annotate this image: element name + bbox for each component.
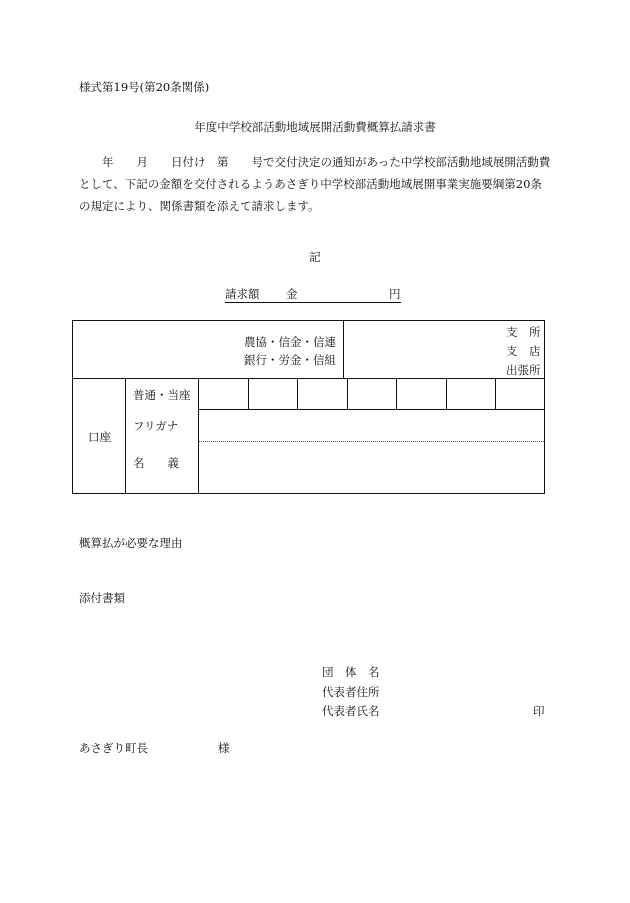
ki-heading: 記 bbox=[309, 250, 321, 264]
representative-address-label: 代表者住所 bbox=[322, 685, 380, 699]
organization-name-label: 団 体 名 bbox=[322, 665, 380, 679]
amount-kin: 金 bbox=[286, 287, 298, 301]
account-digit-divider bbox=[446, 378, 447, 409]
table-col-divider bbox=[198, 378, 199, 493]
amount-underline bbox=[225, 302, 401, 303]
branch-type-3: 出張所 bbox=[506, 363, 541, 377]
branch-type-1: 支 所 bbox=[506, 325, 541, 339]
table-row-divider bbox=[198, 409, 544, 410]
table-row-divider bbox=[73, 378, 544, 379]
account-type: 普通・当座 bbox=[133, 388, 191, 402]
account-digit-divider bbox=[297, 378, 298, 409]
account-holder-label: 名 義 bbox=[133, 456, 179, 470]
document-title: 年度中学校部活動地域展開活動費概算払請求書 bbox=[194, 120, 436, 134]
addressee-honorific: 様 bbox=[218, 741, 230, 755]
seal-mark: 印 bbox=[533, 704, 545, 718]
attachments-label: 添付書類 bbox=[79, 591, 125, 605]
account-digit-divider bbox=[495, 378, 496, 409]
account-digit-divider bbox=[396, 378, 397, 409]
bank-account-table bbox=[72, 320, 545, 494]
reason-label: 概算払が必要な理由 bbox=[79, 536, 183, 550]
furigana-dotted-divider bbox=[198, 441, 544, 442]
table-col-divider bbox=[125, 378, 126, 493]
institution-type-2: 銀行・労金・信組 bbox=[244, 353, 336, 367]
addressee-name: あさぎり町長 bbox=[79, 741, 148, 755]
table-col-divider bbox=[343, 321, 344, 378]
form-number: 様式第19号(第20条関係) bbox=[79, 80, 210, 94]
account-label: 口座 bbox=[88, 430, 111, 444]
request-paragraph: 年 月 日付け 第 号で交付決定の通知があった中学校部活動地域展開活動費として、下記の金額を交付されるようあさぎり中学校部活動地域展開事業実施要綱第20条の規定により、関係書類を添えて請求します。 bbox=[79, 155, 551, 213]
account-digit-divider bbox=[347, 378, 348, 409]
branch-type-2: 支 店 bbox=[506, 344, 541, 358]
amount-unit: 円 bbox=[389, 287, 401, 301]
account-digit-divider bbox=[248, 378, 249, 409]
amount-label: 請求額 bbox=[225, 287, 260, 301]
furigana-label: フリガナ bbox=[133, 419, 179, 433]
institution-type-1: 農協・信金・信連 bbox=[244, 335, 336, 349]
representative-name-label: 代表者氏名 bbox=[322, 704, 380, 718]
